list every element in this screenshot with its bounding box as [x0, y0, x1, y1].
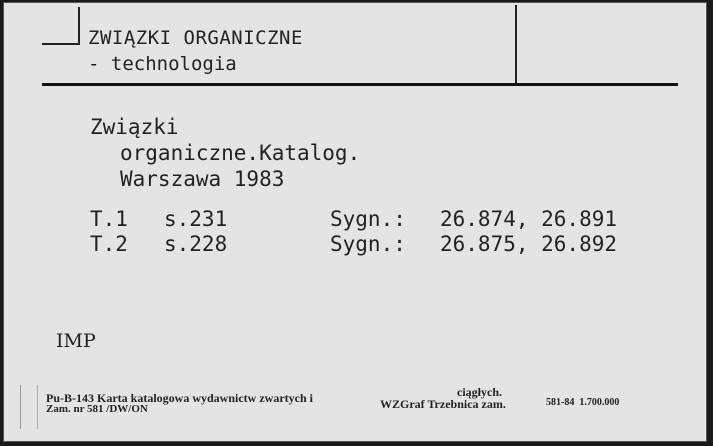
volume-number: T.1 [90, 207, 128, 231]
catalog-card [3, 2, 707, 442]
entry-title-line1: Związki [90, 115, 179, 139]
volume-pages: s.231 [164, 207, 228, 231]
volume-pages: s.228 [164, 232, 228, 256]
footer-print-run: 581-84 1.700.000 [546, 397, 620, 408]
footer-order-number: Zam. nr 581 /DW/ON [46, 403, 148, 415]
header-left-horizontal-rule [42, 43, 80, 45]
subject-subheading: - technologia [88, 53, 237, 75]
volume-number: T.2 [90, 232, 128, 256]
entry-title-line2: organiczne.Katalog. [120, 141, 361, 165]
subject-heading: ZWIĄZKI ORGANICZNE [88, 27, 303, 49]
signature-numbers: 26.874, 26.891 [440, 207, 618, 231]
signature-label: Sygn.: [330, 207, 406, 231]
footer-printer-line1: Pu-B-143 Karta katalogowa wydawnictw zwartych i [46, 391, 313, 405]
signature-label: Sygn.: [330, 232, 406, 256]
edge-mark [20, 385, 38, 429]
footer-printer-line1-end: ciągłych. [457, 385, 502, 399]
header-divider [42, 83, 678, 86]
imp-label: IMP [56, 330, 96, 352]
signature-numbers: 26.875, 26.892 [440, 232, 618, 256]
header-left-vertical-rule [78, 7, 80, 45]
footer-printer-name: WZGraf Trzebnica zam. [380, 397, 506, 411]
header-right-vertical-rule [515, 5, 517, 83]
entry-imprint: Warszawa 1983 [120, 167, 285, 191]
